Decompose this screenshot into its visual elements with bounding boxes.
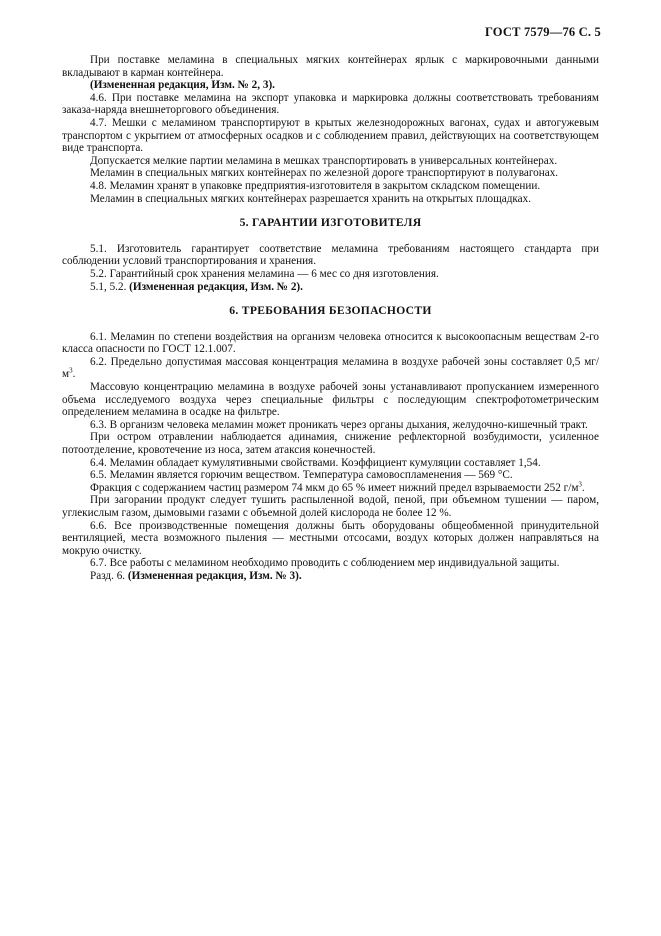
amendment-text: (Измененная редакция, Изм. № 2). [129, 280, 303, 293]
paragraph-4-7: 4.7. Мешки с меламином транспортируют в крытых железнодорожных вагонах, судах и автогужевым транспортом с укрытием от атмосферных осадков и с соблюдением правил, действующих на соответствующем виде транспорта. [62, 116, 599, 155]
paragraph-open-storage: Меламин в специальных мягких контейнерах разрешается хранить на открытых площадках. [90, 192, 532, 205]
paragraph-6-5: 6.5. Меламин является горючим веществом. Температура самовоспламенения — 569 °С. [90, 469, 513, 482]
paragraph-6-2 [62, 356, 599, 381]
paragraph-6-7: 6.7. Все работы с меламином необходимо проводить с соблюдением мер индивидуальной защиты. [90, 557, 560, 570]
paragraph-6-2-text: 6.2. Предельно допустимая массовая концентрация меламина в воздухе рабочей зоны составляет 0,5 мг/м [62, 355, 599, 381]
paragraph-fraction [62, 482, 599, 495]
paragraph-fraction-text: Фракция с содержанием частиц размером 74 мкм до 65 % имеет нижний предел взрываемости 252 г/м [90, 481, 579, 494]
amendment-note-5 [62, 281, 599, 294]
period: . [72, 368, 76, 381]
paragraph-6-1: 6.1. Меламин по степени воздействия на организм человека относится к высокоопасным веществам 2-го класса опасности по ГОСТ 12.1.007. [62, 330, 599, 356]
paragraph-container-label: При поставке меламина в специальных мягких контейнерах ярлык с маркировочными данными вкладывают в карман контейнера. [62, 54, 599, 79]
amendment-note: (Измененная редакция, Изм. № 2, 3). [90, 79, 275, 92]
document-body [62, 54, 599, 583]
paragraph-small-lots: Допускается мелкие партии меламина в мешках транспортировать в универсальных контейнерах. [90, 154, 558, 167]
amendment-note-6 [62, 570, 599, 583]
paragraph-5-2: 5.2. Гарантийный срок хранения меламина — 6 мес со дня изготовления. [90, 267, 439, 280]
paragraph-fire: При загорании продукт следует тушить распыленной водой, пеной, при объемном тушении — паром, углекислым газом, дымовыми газами с объемной долей кислорода не более 12 %. [62, 494, 599, 519]
paragraph-5-1: 5.1. Изготовитель гарантирует соответствие меламина требованиям настоящего стандарта при соблюдении условий транспортирования и хранения. [62, 242, 599, 268]
period: . [581, 481, 585, 494]
superscript: 3 [578, 480, 582, 489]
amendment-prefix: Разд. 6. [90, 569, 126, 582]
section-heading-5: 5. ГАРАНТИИ ИЗГОТОВИТЕЛЯ [239, 216, 422, 230]
paragraph-4-8: 4.8. Меламин хранят в упаковке предприятия-изготовителя в закрытом складском помещении. [90, 179, 541, 192]
paragraph-poisoning: При остром отравлении наблюдается адинамия, снижение рефлекторной возбудимости, усиленное потоотделение, кровотечение из носа, затем атаксия конечностей. [62, 431, 599, 457]
page-header: ГОСТ 7579—76 С. 5 [484, 25, 601, 39]
paragraph-4-6: 4.6. При поставке меламина на экспорт упаковка и маркировка должны соответствовать требованиям заказа-наряда внешнеторгового объединения. [62, 91, 599, 117]
paragraph-6-6: 6.6. Все производственные помещения должны быть оборудованы общеобменной принудительной вентиляцией, места возможного пыления — местными отсосами, воздух которых должен направляться на мокрую очистку. [62, 519, 599, 557]
paragraph-measurement: Массовую концентрацию меламина в воздухе рабочей зоны устанавливают пропусканием измеренного объема исследуемого воздуха через специальные фильтры с последующим спектрофотометрическим определением меламина в осадке на фильтре. [62, 381, 599, 419]
amendment-prefix: 5.1, 5.2. [90, 280, 127, 293]
superscript: 3 [69, 366, 73, 375]
amendment-text: (Измененная редакция, Изм. № 3). [127, 569, 302, 582]
paragraph-6-4: 6.4. Меламин обладает кумулятивными свойствами. Коэффициент кумуляции составляет 1,54. [90, 456, 541, 469]
paragraph-6-3: 6.3. В организм человека меламин может проникать через органы дыхания, желудочно-кишечный тракт. [90, 418, 588, 431]
paragraph-railway: Меламин в специальных мягких контейнерах по железной дороге транспортируют в полувагонах. [90, 167, 559, 180]
section-heading-6: 6. ТРЕБОВАНИЯ БЕЗОПАСНОСТИ [229, 304, 432, 318]
